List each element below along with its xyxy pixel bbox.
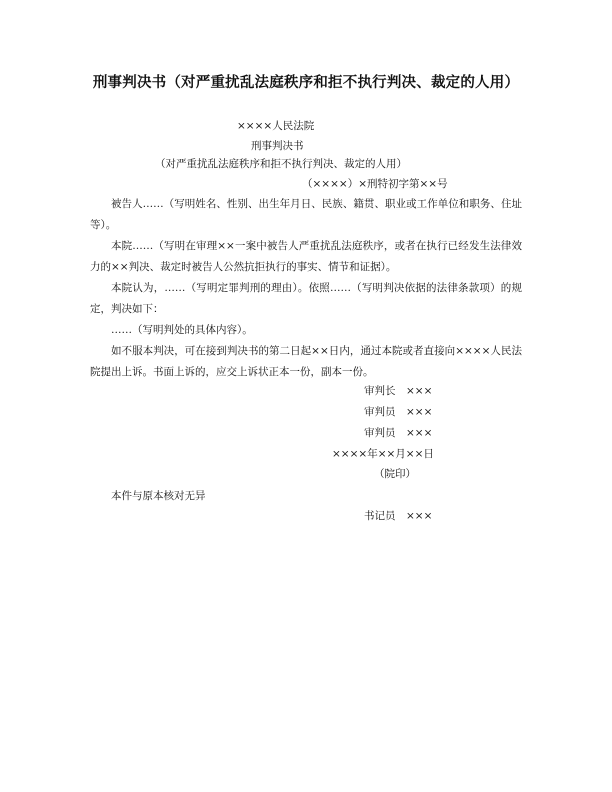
verification-note: 本件与原本核对无异	[111, 490, 206, 502]
court-seal: （院印）	[374, 468, 416, 480]
signature-judge-2	[364, 426, 432, 440]
signature-presiding-judge	[364, 384, 432, 398]
signature-role: 书记员	[364, 510, 396, 522]
signature-role: 审判员	[364, 427, 396, 439]
document-title: 刑事判决书（对严重扰乱法庭秩序和拒不执行判决、裁定的人用）	[92, 75, 520, 91]
signature-role: 审判长	[364, 385, 396, 397]
signature-name: ×××	[406, 427, 433, 439]
paragraph-verdict: ……（写明判处的具体内容）。	[111, 324, 253, 336]
paragraph-defendant: 被告人……（写明姓名、性别、出生年月日、民族、籍贯、职业或工作单位和职务、住址等）。	[90, 198, 522, 231]
court-name: ××××人民法院	[237, 120, 315, 132]
judgment-date: ××××年××月××日	[332, 448, 434, 460]
case-number: （××××）×刑特初字第××号	[302, 178, 448, 190]
paragraph-facts: 本院……（写明在审理××一案中被告人严重扰乱法庭秩序，或者在执行已经发生法律效力的××判决、裁定时被告人公然抗拒执行的事实、情节和证据）。	[90, 240, 522, 273]
paragraph-appeal: 如不服本判决，可在接到判决书的第二日起××日内，通过本院或者直接向××××人民法院提出上诉。书面上诉的，应交上诉状正本一份，副本一份。	[90, 345, 522, 378]
signature-role: 审判员	[364, 406, 396, 418]
paragraph-reasoning: 本院认为，……（写明定罪判刑的理由）。依照……（写明判决依据的法律条款项）的规定，判决如下：	[90, 282, 522, 315]
signature-name: ×××	[406, 406, 433, 418]
document-subtitle: （对严重扰乱法庭秩序和拒不执行判决、裁定的人用）	[155, 158, 407, 170]
signature-name: ×××	[406, 385, 433, 397]
signature-name: ×××	[406, 510, 433, 522]
signature-clerk	[364, 509, 432, 523]
signature-judge-1	[364, 405, 432, 419]
document-type: 刑事判决书	[251, 140, 304, 152]
